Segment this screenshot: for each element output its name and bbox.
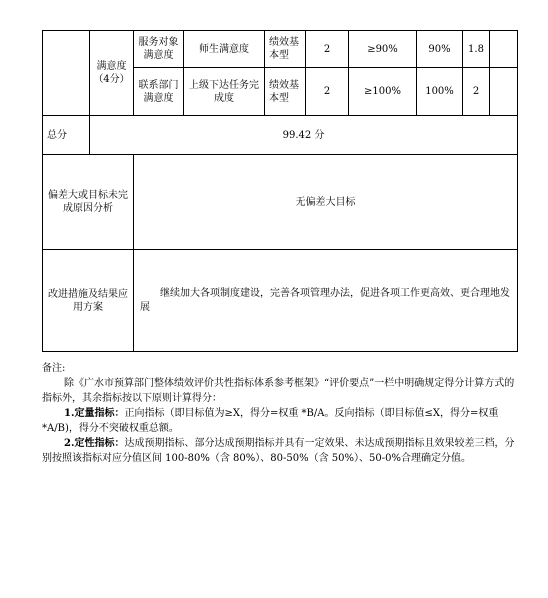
score-cell: 2 (463, 68, 490, 116)
weight-cell: 2 (306, 31, 349, 68)
indicator-cell: 服务对象满意度 (134, 31, 184, 68)
target-cell: ≥90% (349, 31, 417, 68)
total-row (43, 116, 518, 155)
notes-section (42, 361, 522, 466)
performance-table (42, 30, 518, 352)
improvement-label: 改进措施及结果应用方案 (43, 250, 134, 352)
remark-cell-empty (490, 68, 518, 116)
actual-cell: 100% (417, 68, 463, 116)
weight-cell: 2 (306, 68, 349, 116)
deviation-value: 无偏差大目标 (134, 155, 518, 250)
deviation-row (43, 155, 518, 250)
actual-cell: 90% (417, 31, 463, 68)
indicator-cell: 联系部门满意度 (134, 68, 184, 116)
quantitative-label: 1.定量指标： (64, 408, 125, 419)
performance-table-section (42, 30, 517, 352)
qualitative-label: 2.定性指标： (64, 438, 125, 449)
type-cell: 绩效基本型 (265, 68, 306, 116)
item-cell: 师生满意度 (184, 31, 265, 68)
improvement-row (43, 250, 518, 352)
total-label: 总分 (43, 116, 90, 155)
item-cell: 上级下达任务完成度 (184, 68, 265, 116)
total-value: 99.42 分 (90, 116, 518, 155)
notes-item-quantitative (42, 406, 522, 436)
notes-paragraph: 除《广水市预算部门整体绩效评价共性指标体系参考框架》“评价要点”一栏中明确规定得分计算方式的指标外，其余指标按以下原则计算得分： (42, 378, 515, 404)
type-cell: 绩效基本型 (265, 31, 306, 68)
category-cell-empty (43, 31, 90, 116)
improvement-value: 继续加大各项制度建设，完善各项管理办法，促进各项工作更高效、更合理地发展 (134, 250, 518, 352)
notes-item-qualitative (42, 436, 522, 466)
deviation-label: 偏差大或目标未完成原因分析 (43, 155, 134, 250)
sub-category-cell: 满意度（4分） (90, 31, 134, 116)
target-cell: ≥100% (349, 68, 417, 116)
quantitative-text: 正向指标（即目标值为≥X，得分=权重 *B/A。反向指标（即目标值≤X，得分=权重*A/B)，得分不突破权重总额。 (42, 408, 499, 434)
table-row (43, 31, 518, 68)
qualitative-text: 达成预期指标、部分达成预期指标并具有一定效果、未达成预期指标且效果较差三档，分别按照该指标对应分值区间 100-80%（含 80%）、80-50%（含 50%）、50-0%合理确定分值。 (42, 438, 515, 464)
remark-cell-empty (490, 31, 518, 68)
score-cell: 1.8 (463, 31, 490, 68)
notes-heading: 备注: (42, 363, 66, 374)
